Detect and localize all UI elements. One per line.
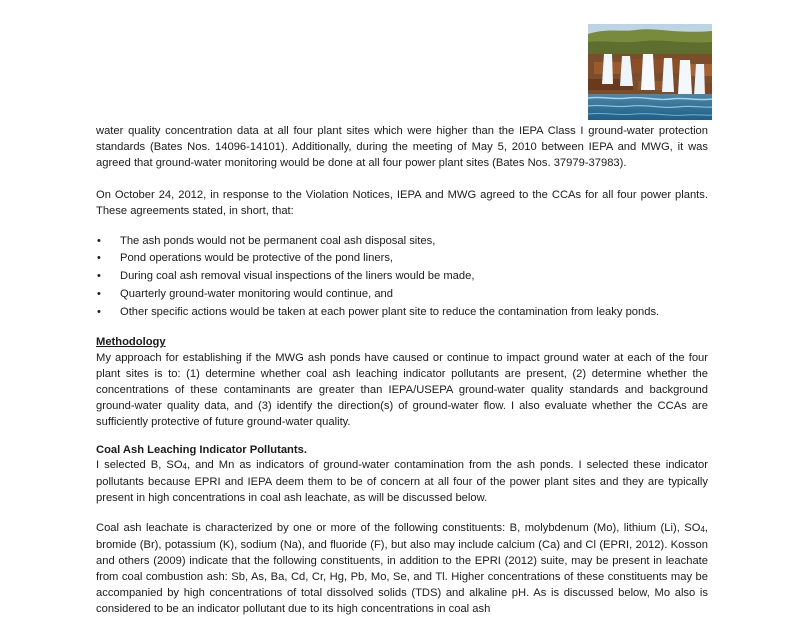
waterfall-illustration (588, 24, 712, 120)
waterfall-photo (588, 24, 712, 120)
leachate-text-part-2: , bromide (Br), potassium (K), sodium (Na), and fluoride (F), but also may include calcium (Ca) and Cl (EPRI, 2012). Kosson and others (2009) indicate that the following constituents, in addition to the EPRI (2012) suite, may be present in leachate from coal combustion ash: Sb, As, Ba, Cd, Cr, Hg, Pb, Mo, Se, and Tl. Higher concentrations of these constituents may be accompanied by high concentrations of total dissolved solids (TDS) and alkaline pH. As is discussed below, Mo also is considered to be an indicator pollutant due to its high concentrations in coal ash (96, 522, 708, 615)
list-item (96, 251, 708, 267)
bullet-marker: • (97, 252, 101, 265)
bullet-marker: • (97, 288, 101, 301)
bullet-marker: • (97, 234, 101, 247)
paragraph-indicator-selection (96, 458, 708, 507)
list-item-text: Quarterly ground-water monitoring would continue, and (120, 288, 394, 301)
leachate-text-part-1: Coal ash leachate is characterized by one or more of the following constituents: B, molybdenum (Mo), lithium (Li), SO (96, 522, 701, 535)
agreement-bullet-list (96, 234, 708, 322)
list-item-text: The ash ponds would not be permanent coal ash disposal sites, (120, 234, 436, 247)
list-item (96, 305, 708, 321)
methodology-heading: Methodology (96, 336, 166, 349)
indicator-text-part-2: , and Mn as indicators of ground-water contamination from the ash ponds. I selected these indicator pollutants because EPRI and IEPA deem them to be of concern at all four of the power plant sites and they are typically present in high concentrations in coal ash leachate, as will be discussed below. (96, 459, 708, 505)
indicator-text-part-1: I selected B, SO (96, 459, 183, 472)
paragraph-leachate-constituents (96, 521, 708, 617)
list-item (96, 287, 708, 303)
sulfate-subscript: 4 (182, 462, 187, 472)
paragraph-methodology: My approach for establishing if the MWG ash ponds have caused or continue to impact ground water at each of the four plant sites is to: (1) determine whether coal ash leaching indicator pollutants are present, (2) determine whether the concentrations of these contaminants are greater than IEPA/USEPA ground-water quality standards and background ground-water quality data, and (3) identify the direction(s) of ground-water flow. I also evaluate whether the CCAs are sufficiently protective of future ground-water quality. (96, 351, 708, 428)
list-item-text: Other specific actions would be taken at each power plant site to reduce the contamination from leaky ponds. (120, 306, 660, 319)
bullet-marker: • (97, 270, 101, 283)
list-item-text: Pond operations would be protective of the pond liners, (120, 252, 394, 265)
bullet-marker: • (97, 306, 101, 319)
document-body (96, 124, 708, 618)
sulfate-subscript: 4 (700, 525, 705, 535)
list-item-text: During coal ash removal visual inspections of the liners would be made, (120, 270, 475, 283)
leaching-indicator-heading: Coal Ash Leaching Indicator Pollutants. (96, 443, 307, 456)
paragraph-cca-agreement: On October 24, 2012, in response to the Violation Notices, IEPA and MWG agreed to the CCAs for all four power plants. These agreements stated, in short, that: (96, 188, 708, 217)
list-item (96, 234, 708, 250)
list-item (96, 269, 708, 285)
paragraph-groundwater-data: water quality concentration data at all four plant sites which were higher than the IEPA Class I ground-water protection standards (Bates Nos. 14096-14101). Additionally, during the meeting of May 5, 2010 between IEPA and MWG, it was agreed that ground-water monitoring would be done at all four power plant sites (Bates Nos. 37979-37983). (96, 125, 708, 169)
